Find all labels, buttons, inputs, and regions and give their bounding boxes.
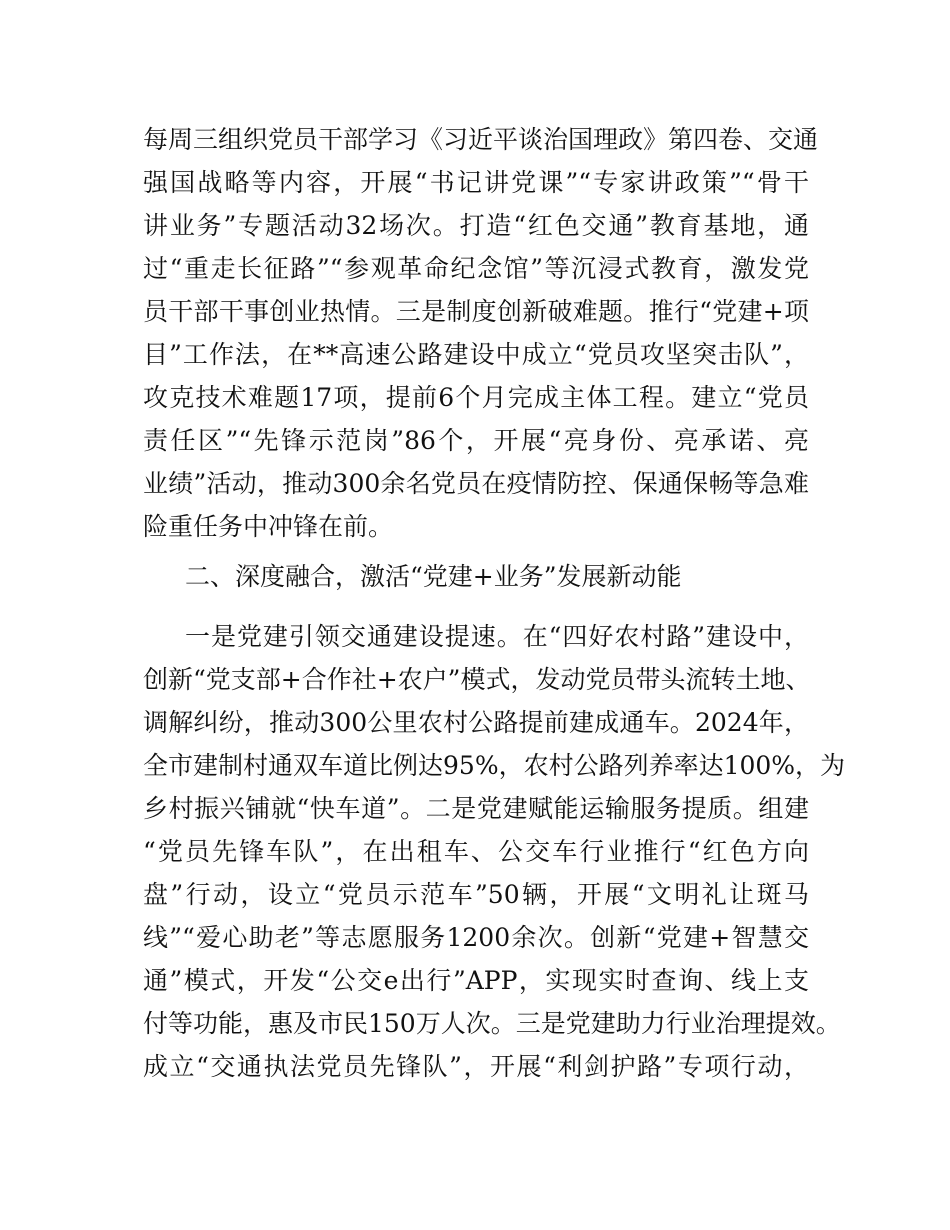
- text-line: 责任区”“先锋示范岗”86个，开展“亮身份、亮承诺、亮: [143, 426, 809, 455]
- text-line: 攻克技术难题17项，提前6个月完成主体工程。建立“党员: [143, 383, 809, 412]
- text-line: 过“重走长征路”“参观革命纪念馆”等沉浸式教育，激发党: [143, 254, 809, 283]
- text-line: 险重任务中冲锋在前。: [143, 512, 394, 541]
- section-heading: 二、深度融合，激活“党建+业务”发展新动能: [185, 562, 682, 591]
- text-line: 成立“交通执法党员先锋队”，开展“利剑护路”专项行动，: [143, 1052, 809, 1081]
- text-line: 乡村振兴铺就“快车道”。二是党建赋能运输服务提质。组建: [143, 794, 809, 823]
- text-line: 全市建制村通双车道比例达95%，农村公路列养率达100%，为: [143, 751, 846, 780]
- text-line: 付等功能，惠及市民150万人次。三是党建助力行业治理提效。: [143, 1009, 841, 1038]
- text-line: 线”“爱心助老”等志愿服务1200余次。创新“党建+智慧交: [143, 923, 809, 952]
- text-line: 业绩”活动，推动300余名党员在疫情防控、保通保畅等急难: [143, 469, 809, 498]
- text-line: 强国战略等内容，开展“书记讲党课”“专家讲政策”“骨干: [143, 168, 809, 197]
- text-line: 一是党建引领交通建设提速。在“四好农村路”建设中，: [185, 622, 809, 651]
- text-line: 通”模式，开发“公交e出行”APP，实现实时查询、线上支: [143, 966, 809, 995]
- text-line: “党员先锋车队”，在出租车、公交车行业推行“红色方向: [143, 837, 809, 866]
- text-line: 调解纠纷，推动300公里农村公路提前建成通车。2024年，: [143, 708, 809, 737]
- text-line: 员干部干事创业热情。三是制度创新破难题。推行“党建+项: [143, 297, 809, 326]
- text-line: 创新“党支部+合作社+农户”模式，发动党员带头流转土地、: [143, 665, 811, 694]
- text-line: 讲业务”专题活动32场次。打造“红色交通”教育基地，通: [143, 211, 809, 240]
- text-line: 盘”行动，设立“党员示范车”50辆，开展“文明礼让斑马: [143, 880, 809, 909]
- text-line: 每周三组织党员干部学习《习近平谈治国理政》第四卷、交通: [143, 125, 819, 154]
- text-line: 目”工作法，在**高速公路建设中成立“党员攻坚突击队”，: [143, 340, 809, 369]
